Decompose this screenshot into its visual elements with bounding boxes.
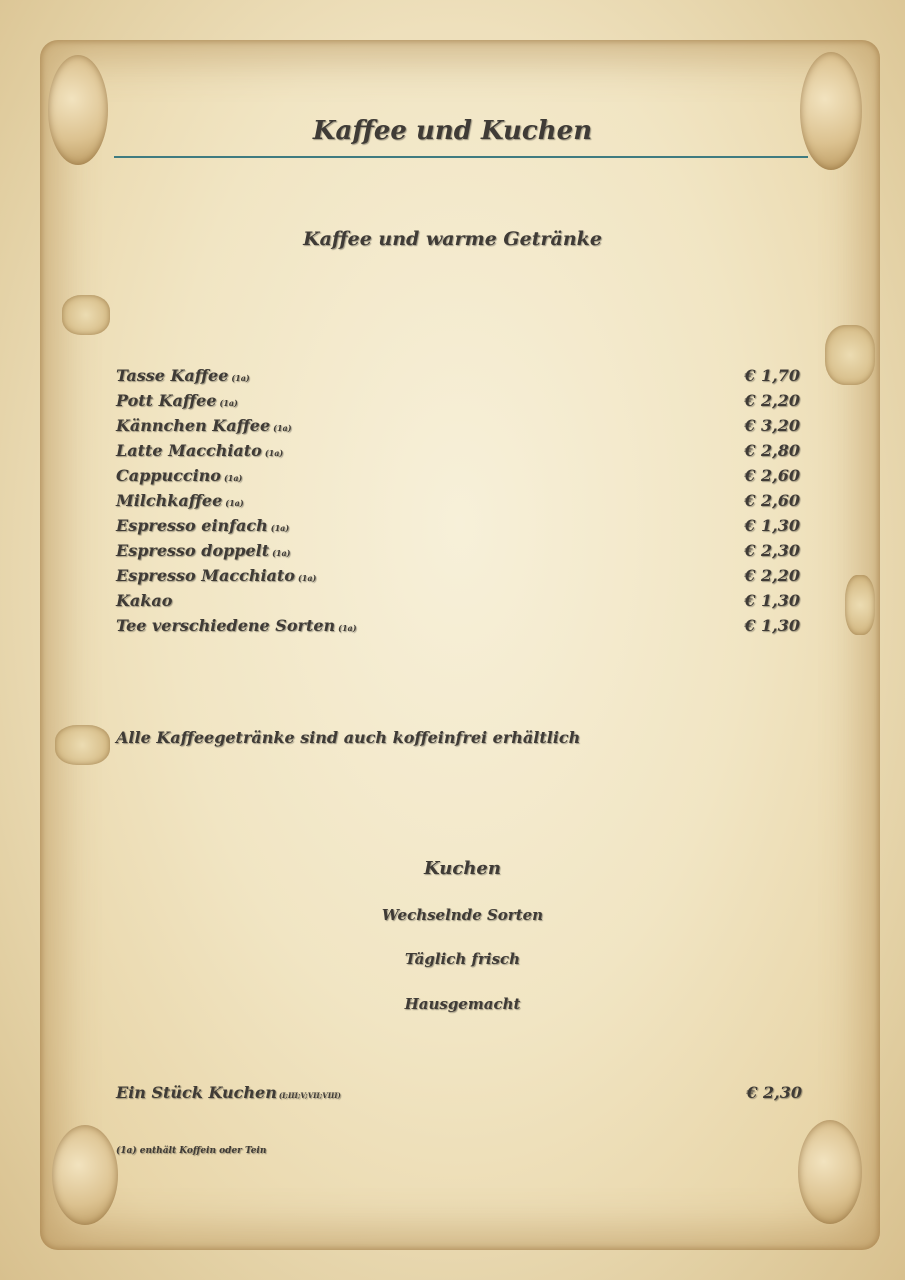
footnote: (1a) enthält Koffein oder Tein: [116, 1146, 267, 1156]
menu-item-name: Latte Macchiato: [116, 441, 262, 460]
menu-item-price: € 1,30: [744, 591, 800, 610]
caffeine-note: (1a): [225, 498, 244, 508]
scroll-curl-decoration: [845, 575, 875, 635]
caffeine-note: (1a): [272, 548, 291, 558]
menu-item-price: € 1,70: [744, 366, 800, 385]
page-title: Kaffee und Kuchen: [312, 116, 593, 146]
menu-item-label: [116, 566, 316, 585]
menu-item-price: € 3,20: [744, 416, 800, 435]
menu-item-label: [116, 391, 238, 410]
allergen-note: (I;III;V;VII;VIII): [278, 1091, 341, 1100]
menu-item-label: [116, 616, 356, 635]
menu-item-row: [116, 391, 806, 416]
menu-item-price: € 2,60: [744, 491, 800, 510]
caffeine-note: (1a): [297, 573, 317, 583]
menu-item-name: Milchkaffee: [116, 491, 223, 510]
cake-item-name: [116, 1083, 341, 1102]
menu-item-label: [116, 491, 244, 510]
menu-item-name: Espresso einfach: [116, 516, 268, 535]
scroll-curl-decoration: [55, 725, 110, 765]
decaf-note: Alle Kaffeegetränke sind auch koffeinfrei erhältlich: [116, 728, 581, 747]
menu-item-name: Kännchen Kaffee: [116, 416, 271, 435]
menu-item-price: € 1,30: [744, 516, 800, 535]
caffeine-note: (1a): [231, 373, 250, 383]
section-title-drinks: Kaffee und warme Getränke: [303, 228, 602, 250]
menu-item-label: [116, 591, 172, 610]
menu-item-price: € 2,20: [744, 391, 800, 410]
menu-item-name: Pott Kaffee: [116, 391, 217, 410]
scroll-roll-decoration: [798, 1120, 862, 1224]
menu-item-row: [116, 491, 806, 516]
caffeine-note: (1a): [270, 523, 290, 533]
cake-line: Täglich frisch: [404, 950, 521, 968]
caffeine-note: (1a): [223, 473, 243, 483]
caffeine-note: (1a): [273, 423, 292, 433]
menu-item-row: [116, 366, 806, 391]
menu-item-name: Cappuccino: [116, 466, 221, 485]
menu-item-row: [116, 466, 806, 491]
caffeine-note: (1a): [338, 623, 357, 633]
menu-item-name: Espresso Macchiato: [116, 566, 295, 585]
menu-item-row: [116, 516, 806, 541]
menu-item-row: [116, 441, 806, 466]
menu-item-label: [116, 441, 283, 460]
menu-item-label: [116, 466, 242, 485]
menu-item-price: € 2,80: [744, 441, 800, 460]
menu-item-row: [116, 541, 806, 566]
menu-item-label: [116, 516, 289, 535]
parchment-scroll: [40, 40, 880, 1250]
scroll-roll-decoration: [48, 55, 108, 165]
cake-item-label: Ein Stück Kuchen: [116, 1083, 277, 1102]
caffeine-note: (1a): [219, 398, 238, 408]
menu-item-price: € 2,30: [744, 541, 800, 560]
menu-item-price: € 2,60: [744, 466, 800, 485]
section-title-cake: Kuchen: [424, 858, 501, 879]
scroll-curl-decoration: [825, 325, 875, 385]
cake-line: Wechselnde Sorten: [381, 906, 544, 924]
menu-item-price: € 1,30: [744, 616, 800, 635]
menu-item-name: Tee verschiedene Sorten: [116, 616, 336, 635]
menu-item-name: Kakao: [116, 591, 173, 610]
menu-item-label: [116, 416, 292, 435]
menu-item-label: [116, 541, 290, 560]
title-divider: [114, 156, 808, 158]
cake-line: Hausgemacht: [404, 995, 521, 1013]
menu-item-name: Tasse Kaffee: [116, 366, 229, 385]
scroll-roll-decoration: [52, 1125, 118, 1225]
scroll-roll-decoration: [800, 52, 862, 170]
menu-item-row: [116, 591, 806, 616]
cake-item-price: € 2,30: [746, 1083, 802, 1102]
menu-item-row: [116, 416, 806, 441]
caffeine-note: (1a): [264, 448, 284, 458]
menu-item-row: [116, 566, 806, 591]
menu-item-label: [116, 366, 250, 385]
menu-item-name: Espresso doppelt: [116, 541, 270, 560]
menu-item-price: € 2,20: [744, 566, 800, 585]
scroll-curl-decoration: [62, 295, 110, 335]
menu-item-row: [116, 616, 806, 641]
